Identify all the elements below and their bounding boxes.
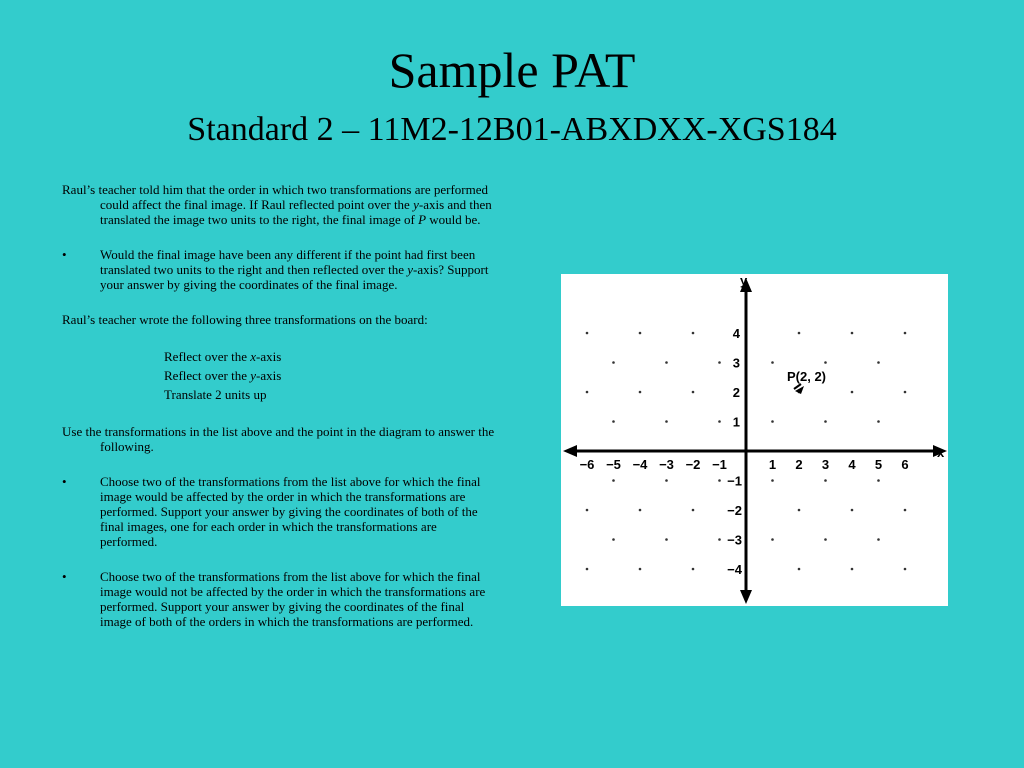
grid-dot bbox=[665, 361, 668, 364]
transformation-item bbox=[164, 366, 496, 385]
grid-dot bbox=[824, 479, 827, 482]
paragraph-intro bbox=[62, 182, 496, 227]
x-tick-label: −4 bbox=[632, 457, 648, 472]
y-tick-label: 4 bbox=[732, 326, 740, 341]
bullet-question-2 bbox=[62, 474, 496, 549]
grid-dot bbox=[665, 538, 668, 541]
coordinate-plane bbox=[561, 274, 948, 606]
grid-dot bbox=[851, 568, 854, 571]
text-run: would be. bbox=[426, 212, 481, 227]
grid-dot bbox=[904, 509, 907, 512]
bullet-marker: • bbox=[62, 569, 67, 584]
grid-dot bbox=[586, 332, 589, 335]
transformation-item: Translate 2 units up bbox=[164, 387, 267, 402]
slide-title: Sample PAT bbox=[388, 42, 636, 98]
grid-dot bbox=[639, 509, 642, 512]
text-run-italic: y bbox=[407, 262, 413, 277]
coordinate-plane-figure bbox=[561, 274, 948, 606]
grid-dot bbox=[718, 538, 721, 541]
x-tick-label: 4 bbox=[848, 457, 856, 472]
y-tick-label: 2 bbox=[732, 385, 740, 400]
text-run-italic: y bbox=[250, 368, 257, 383]
text-run: Would the final image have been any different if the point had first been translated two units to the right and then reflected over the bbox=[100, 247, 476, 277]
grid-dot bbox=[718, 361, 721, 364]
grid-dot bbox=[904, 568, 907, 571]
grid-dot bbox=[612, 538, 615, 541]
bullet-question-1 bbox=[62, 247, 496, 292]
x-tick-label: −3 bbox=[659, 457, 674, 472]
x-tick-label: −1 bbox=[712, 457, 727, 472]
text-run: Choose two of the transformations from the list above for which the final image would not be affected by the order in which the transformations are performed. Support your answer by giving the coordinates of the final image of both of the orders in which the transformations are performed. bbox=[100, 569, 486, 629]
grid-dot bbox=[586, 509, 589, 512]
transformation-list bbox=[62, 347, 496, 404]
text-run-italic: x bbox=[250, 349, 257, 364]
grid-dot bbox=[718, 479, 721, 482]
grid-dot bbox=[692, 509, 695, 512]
grid-dot bbox=[904, 332, 907, 335]
grid-dot bbox=[665, 479, 668, 482]
grid-dot bbox=[771, 538, 774, 541]
grid-dot bbox=[612, 479, 615, 482]
text-run: Reflect over the bbox=[164, 368, 251, 383]
grid-dot bbox=[877, 538, 880, 541]
grid-dot bbox=[851, 332, 854, 335]
y-tick-label: 1 bbox=[732, 414, 740, 430]
bullet-marker: • bbox=[62, 247, 67, 262]
grid-dot bbox=[877, 361, 880, 364]
x-tick-label: 2 bbox=[795, 457, 803, 472]
slide-subtitle: Standard 2 – 11M2-12B01-ABXDXX-XGS184 bbox=[187, 111, 837, 148]
paragraph-instructions: Use the transformations in the list above and the point in the diagram to answer the following. bbox=[62, 424, 495, 454]
paragraph-transformations-intro: Raul’s teacher wrote the following three transformations on the board: bbox=[62, 312, 428, 327]
grid-dot bbox=[771, 361, 774, 364]
x-tick-label: −2 bbox=[685, 457, 701, 472]
grid-dot bbox=[639, 568, 642, 571]
x-tick-labels bbox=[580, 457, 909, 472]
x-tick-label: 6 bbox=[901, 457, 909, 472]
grid-dot bbox=[639, 332, 642, 335]
problem-text bbox=[62, 182, 496, 649]
grid-dot bbox=[612, 420, 615, 423]
grid-dot bbox=[851, 391, 854, 394]
y-tick-label: −3 bbox=[727, 532, 742, 548]
y-tick-label: −4 bbox=[727, 562, 742, 577]
text-run: Choose two of the transformations from the list above for which the final image would be affected by the order in which the transformations are performed. Support your answer by giving the coordinates of both of the final images, one for each order in which the transformations are performed. bbox=[100, 474, 481, 549]
grid-dot bbox=[771, 420, 774, 423]
grid-dot bbox=[718, 420, 721, 423]
x-axis-label: x bbox=[937, 445, 945, 460]
grid-dot bbox=[692, 391, 695, 394]
x-tick-label: 5 bbox=[874, 457, 883, 472]
grid-dot bbox=[824, 420, 827, 423]
y-axis-arrow-down bbox=[740, 590, 752, 604]
grid-dot bbox=[824, 538, 827, 541]
point-label: P(2, 2) bbox=[787, 369, 827, 384]
grid-dot bbox=[665, 420, 668, 423]
grid-dot bbox=[798, 332, 801, 335]
grid-dot bbox=[851, 509, 854, 512]
y-tick-label: −2 bbox=[727, 503, 742, 518]
grid-dot bbox=[877, 420, 880, 423]
y-tick-label: −1 bbox=[727, 473, 742, 489]
grid-dot bbox=[877, 479, 880, 482]
text-run-italic: P bbox=[418, 212, 427, 227]
grid-dot bbox=[798, 568, 801, 571]
grid-dot bbox=[586, 391, 589, 394]
grid-dot bbox=[692, 568, 695, 571]
text-run: -axis? Support your answer by giving the coordinates of the final image. bbox=[100, 262, 489, 292]
x-tick-label: −5 bbox=[606, 457, 621, 472]
text-run: -axis bbox=[256, 368, 282, 383]
grid-dot bbox=[692, 332, 695, 335]
text-run: Raul’s teacher told him that the order in which two transformations are performed could affect the final image. If Raul reflected point over the bbox=[62, 182, 488, 212]
bullet-marker: • bbox=[62, 474, 67, 489]
text-run: -axis bbox=[256, 349, 282, 364]
grid-dot bbox=[639, 391, 642, 394]
transformation-item bbox=[164, 347, 496, 366]
x-axis-arrow-left bbox=[563, 445, 577, 457]
y-tick-label: 3 bbox=[732, 355, 740, 371]
y-axis-label: y bbox=[740, 274, 748, 288]
x-tick-label: 1 bbox=[768, 457, 777, 472]
grid-dot bbox=[904, 391, 907, 394]
text-run-italic: y bbox=[413, 197, 419, 212]
grid-dot bbox=[612, 361, 615, 364]
grid-dot bbox=[586, 568, 589, 571]
grid-dot bbox=[824, 361, 827, 364]
text-run: -axis and then translated the image two units to the right, the final image of bbox=[100, 197, 492, 227]
x-tick-label: 3 bbox=[821, 457, 830, 472]
text-run: Reflect over the bbox=[164, 349, 251, 364]
x-tick-label: −6 bbox=[579, 457, 595, 472]
bullet-question-3 bbox=[62, 569, 496, 629]
grid-dot bbox=[798, 509, 801, 512]
grid-dot bbox=[771, 479, 774, 482]
